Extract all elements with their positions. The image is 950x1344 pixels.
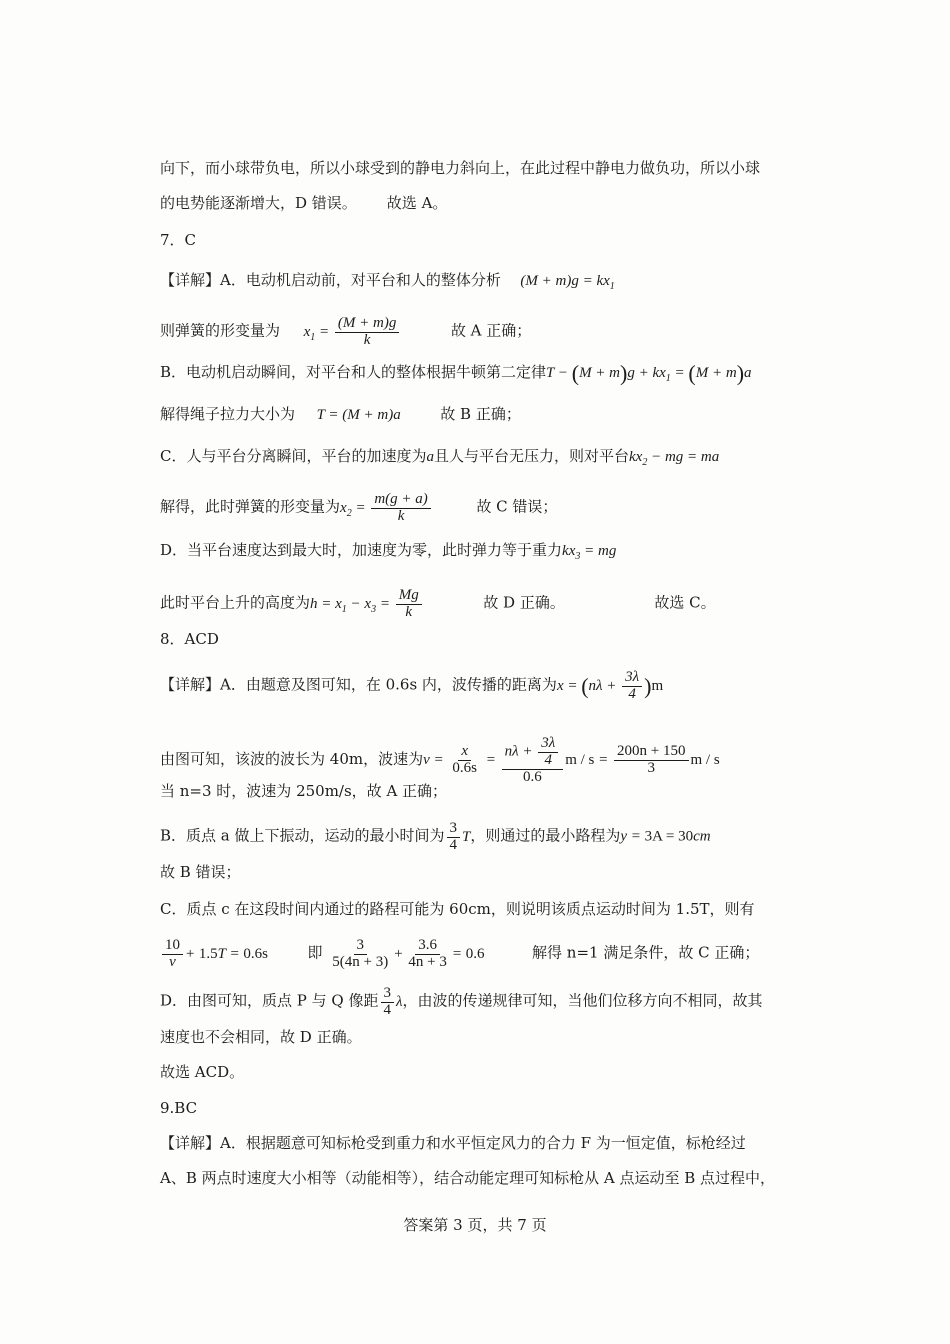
text-line — [160, 270, 615, 297]
text-span: ，则通过的最小路程为 — [470, 826, 621, 845]
equation: $\frac{10}{v}$ + 1.5T = 0.6s — [160, 946, 268, 962]
text-span: 解得 n=1 满足条件，故 C 正确； — [532, 943, 760, 962]
text-span: 解得，此时弹簧的形变量为 — [160, 497, 341, 516]
text-span: 故 A 正确； — [450, 321, 532, 340]
equation: $x_1$ = $\frac{(M + m)g}{k}$ — [304, 324, 402, 340]
text-line — [160, 404, 521, 425]
text-line: C．质点 c 在这段时间内通过的路程可能为 60cm，则说明该质点运动时间为 1.5T，则有 — [160, 900, 755, 918]
text-span: 故 D 正确。 — [483, 593, 565, 612]
equation: $T - (M + m)g + kx_1 = (M + m)a$ — [546, 360, 752, 386]
text-line — [160, 316, 531, 349]
text-line: 故选 ACD。 — [160, 1063, 245, 1081]
text-line — [160, 193, 447, 213]
text-span: 由图可知，该波的波长为 40m，波速为 — [160, 750, 424, 769]
text-line — [160, 362, 752, 389]
equation: v = $\frac{x}{0.6s}$ = nλ + $\frac{3\lambda}{4}$ 0.6 m / s = $\frac{200n + 150}{3}$ m / s — [423, 735, 720, 785]
text-line: 【详解】A．根据题意可知标枪受到重力和水平恒定风力的合力 F 为一恒定值，标枪经过 — [160, 1134, 746, 1152]
text-span: D．由图可知，质点 P 与 Q 像距 — [160, 991, 379, 1010]
equation: y = 3A = 30cm — [620, 828, 711, 845]
equation: $h = x_1 - x_3$ = $\frac{Mg}{k}$ — [310, 596, 424, 612]
text-span: ，由波的传递规律可知，当他们位移方向不相同，故其 — [402, 991, 763, 1010]
text-line — [160, 446, 719, 473]
text-line — [160, 821, 711, 854]
text-span: B．质点 a 做上下振动，运动的最小时间为 — [160, 826, 445, 845]
text-span: 即 — [307, 943, 323, 962]
page-footer: 答案第 3 页，共 7 页 — [403, 1216, 547, 1234]
question-number-9: 9.BC — [160, 1099, 198, 1117]
text-span: 故 B 正确； — [440, 405, 521, 423]
text-line — [160, 540, 616, 567]
text-line — [160, 986, 763, 1019]
equation: $kx_2$ − mg = ma — [629, 449, 720, 468]
text-line: 向下，而小球带负电，所以小球受到的静电力斜向上，在此过程中静电力做负功，所以小球 — [160, 159, 761, 177]
equation: $\frac{3}{4}$ λ — [379, 994, 403, 1010]
text-span: 的电势能逐渐增大，D 错误。 — [160, 194, 357, 212]
text-span: 此时平台上升的高度为 — [160, 593, 311, 612]
text-line — [160, 492, 557, 525]
text-line: 故 B 错误； — [160, 863, 241, 881]
text-line: 当 n=3 时，波速为 250m/s，故 A 正确； — [160, 782, 448, 800]
text-span: B．电动机启动瞬间，对平台和人的整体根据牛顿第二定律 — [160, 363, 547, 381]
equation: $x_2$ = $\frac{m(g + a)}{k}$ — [340, 500, 433, 516]
text-span: 【详解】A．由题意及图可知，在 0.6s 内，波传播的距离为 — [160, 675, 557, 694]
text-span: C．人与平台分离瞬间，平台的加速度为 — [160, 447, 427, 465]
question-number-7: 7．C — [160, 231, 197, 249]
text-line: 速度也不会相同，故 D 正确。 — [160, 1028, 362, 1046]
text-span: 且人与平台无压力，则对平台 — [433, 447, 629, 465]
equation: $(M + m)g = kx_1$ — [520, 273, 615, 292]
text-span: 故选 C。 — [654, 593, 716, 612]
equation: x = (nλ + $\frac{3\lambda}{4}$ )m — [556, 669, 664, 702]
text-span: 故 C 错误； — [476, 497, 558, 516]
text-span: 故选 A。 — [386, 194, 448, 212]
equation: $kx_3$ = mg — [562, 543, 617, 562]
text-span: D．当平台速度达到最大时，加速度为零，此时弹力等于重力 — [160, 541, 563, 559]
text-line — [160, 670, 663, 703]
equation: a — [426, 449, 434, 465]
text-span: 则弹簧的形变量为 — [160, 321, 281, 340]
text-line — [160, 736, 720, 785]
text-span: 解得绳子拉力大小为 — [160, 405, 296, 423]
equation: $\frac{3}{5(4n + 3)}$ + $\frac{3.6}{4n + 3}$ = 0.6 — [332, 937, 485, 970]
question-number-8: 8．ACD — [160, 630, 219, 648]
text-line — [160, 588, 716, 621]
text-line: A、B 两点时速度大小相等（动能相等），结合动能定理可知标枪从 A 点运动至 B 点过程中， — [160, 1169, 776, 1187]
equation: T = (M + m)a — [316, 407, 401, 423]
equation: $\frac{3}{4}$ T — [445, 829, 471, 845]
text-span: 【详解】A．电动机启动前，对平台和人的整体分析 — [160, 271, 501, 289]
text-line — [160, 938, 759, 971]
